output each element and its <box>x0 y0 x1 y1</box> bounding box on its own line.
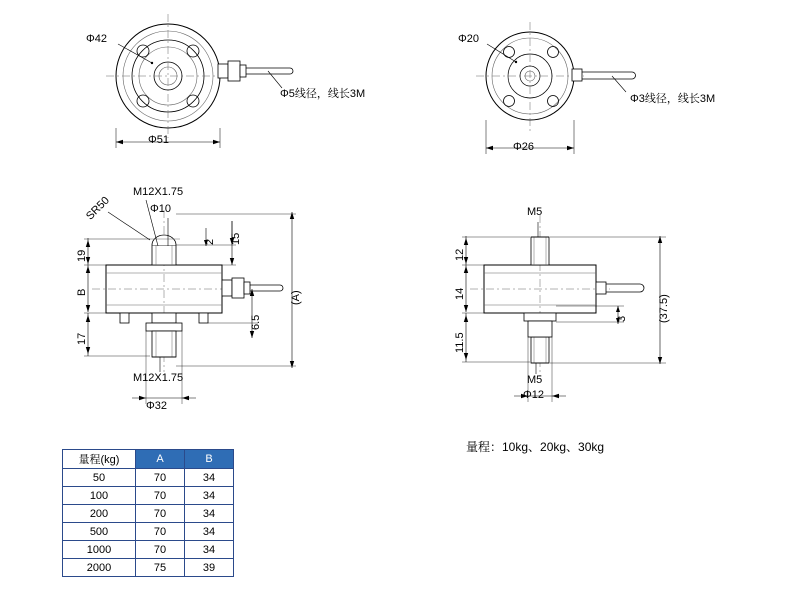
cell-b: 34 <box>185 469 234 487</box>
view-front-left <box>84 200 296 404</box>
label-d32: Φ32 <box>146 400 168 412</box>
table-row <box>63 487 234 505</box>
cell-b: 34 <box>185 505 234 523</box>
view-top-right <box>476 22 636 154</box>
label-dim-A: (A) <box>290 290 302 305</box>
label-dim-14: 14 <box>454 287 466 300</box>
table-row <box>63 523 234 541</box>
spec-table <box>62 449 234 577</box>
label-dim-3: 3 <box>616 315 628 322</box>
cell-range: 1000 <box>63 541 136 559</box>
th-range: 量程(kg) <box>63 450 136 469</box>
label-cable-left: Φ5线径，线长3M <box>280 88 366 100</box>
label-d20: Φ20 <box>458 33 480 45</box>
label-thread-bottom-left: M12X1.75 <box>133 372 184 384</box>
table-header-row <box>63 450 234 469</box>
table-row <box>63 505 234 523</box>
label-d51: Φ51 <box>148 134 170 146</box>
table-row <box>63 469 234 487</box>
cell-b: 39 <box>185 559 234 577</box>
label-dim-12: 12 <box>454 248 466 261</box>
cell-b: 34 <box>185 487 234 505</box>
label-d12: Φ12 <box>523 389 545 401</box>
table-row <box>63 541 234 559</box>
label-dim-115: 11.5 <box>454 332 466 353</box>
label-cable-right: Φ3线径，线长3M <box>630 93 716 105</box>
table-row <box>63 559 234 577</box>
label-dim-375: (37.5) <box>658 294 670 323</box>
cell-b: 34 <box>185 523 234 541</box>
label-dim-17: 17 <box>76 332 88 345</box>
cell-a: 70 <box>136 505 185 523</box>
label-m5-bottom: M5 <box>527 374 543 386</box>
th-a: A <box>136 450 185 469</box>
cell-range: 2000 <box>63 559 136 577</box>
capacity-note: 量程：10kg、20kg、30kg <box>466 440 605 454</box>
label-d42: Φ42 <box>86 33 108 45</box>
label-m5-top: M5 <box>527 206 543 218</box>
label-d26: Φ26 <box>513 141 535 153</box>
cell-range: 100 <box>63 487 136 505</box>
label-dim-15: 15 <box>230 232 242 245</box>
label-dim-B: B <box>76 288 88 296</box>
cell-range: 50 <box>63 469 136 487</box>
cell-a: 75 <box>136 559 185 577</box>
view-front-right <box>462 215 666 402</box>
label-d10: Φ10 <box>150 203 172 215</box>
cell-b: 34 <box>185 541 234 559</box>
cell-a: 70 <box>136 541 185 559</box>
label-sr50: SR50 <box>84 194 112 223</box>
cell-a: 70 <box>136 523 185 541</box>
cell-a: 70 <box>136 487 185 505</box>
cell-range: 200 <box>63 505 136 523</box>
view-top-left <box>106 14 293 148</box>
cell-range: 500 <box>63 523 136 541</box>
label-dim-2: 2 <box>204 238 216 245</box>
cell-a: 70 <box>136 469 185 487</box>
label-dim-65: 6.5 <box>250 314 262 330</box>
th-b: B <box>185 450 234 469</box>
label-thread-top-left: M12X1.75 <box>133 186 184 198</box>
label-dim-19: 19 <box>76 249 88 262</box>
